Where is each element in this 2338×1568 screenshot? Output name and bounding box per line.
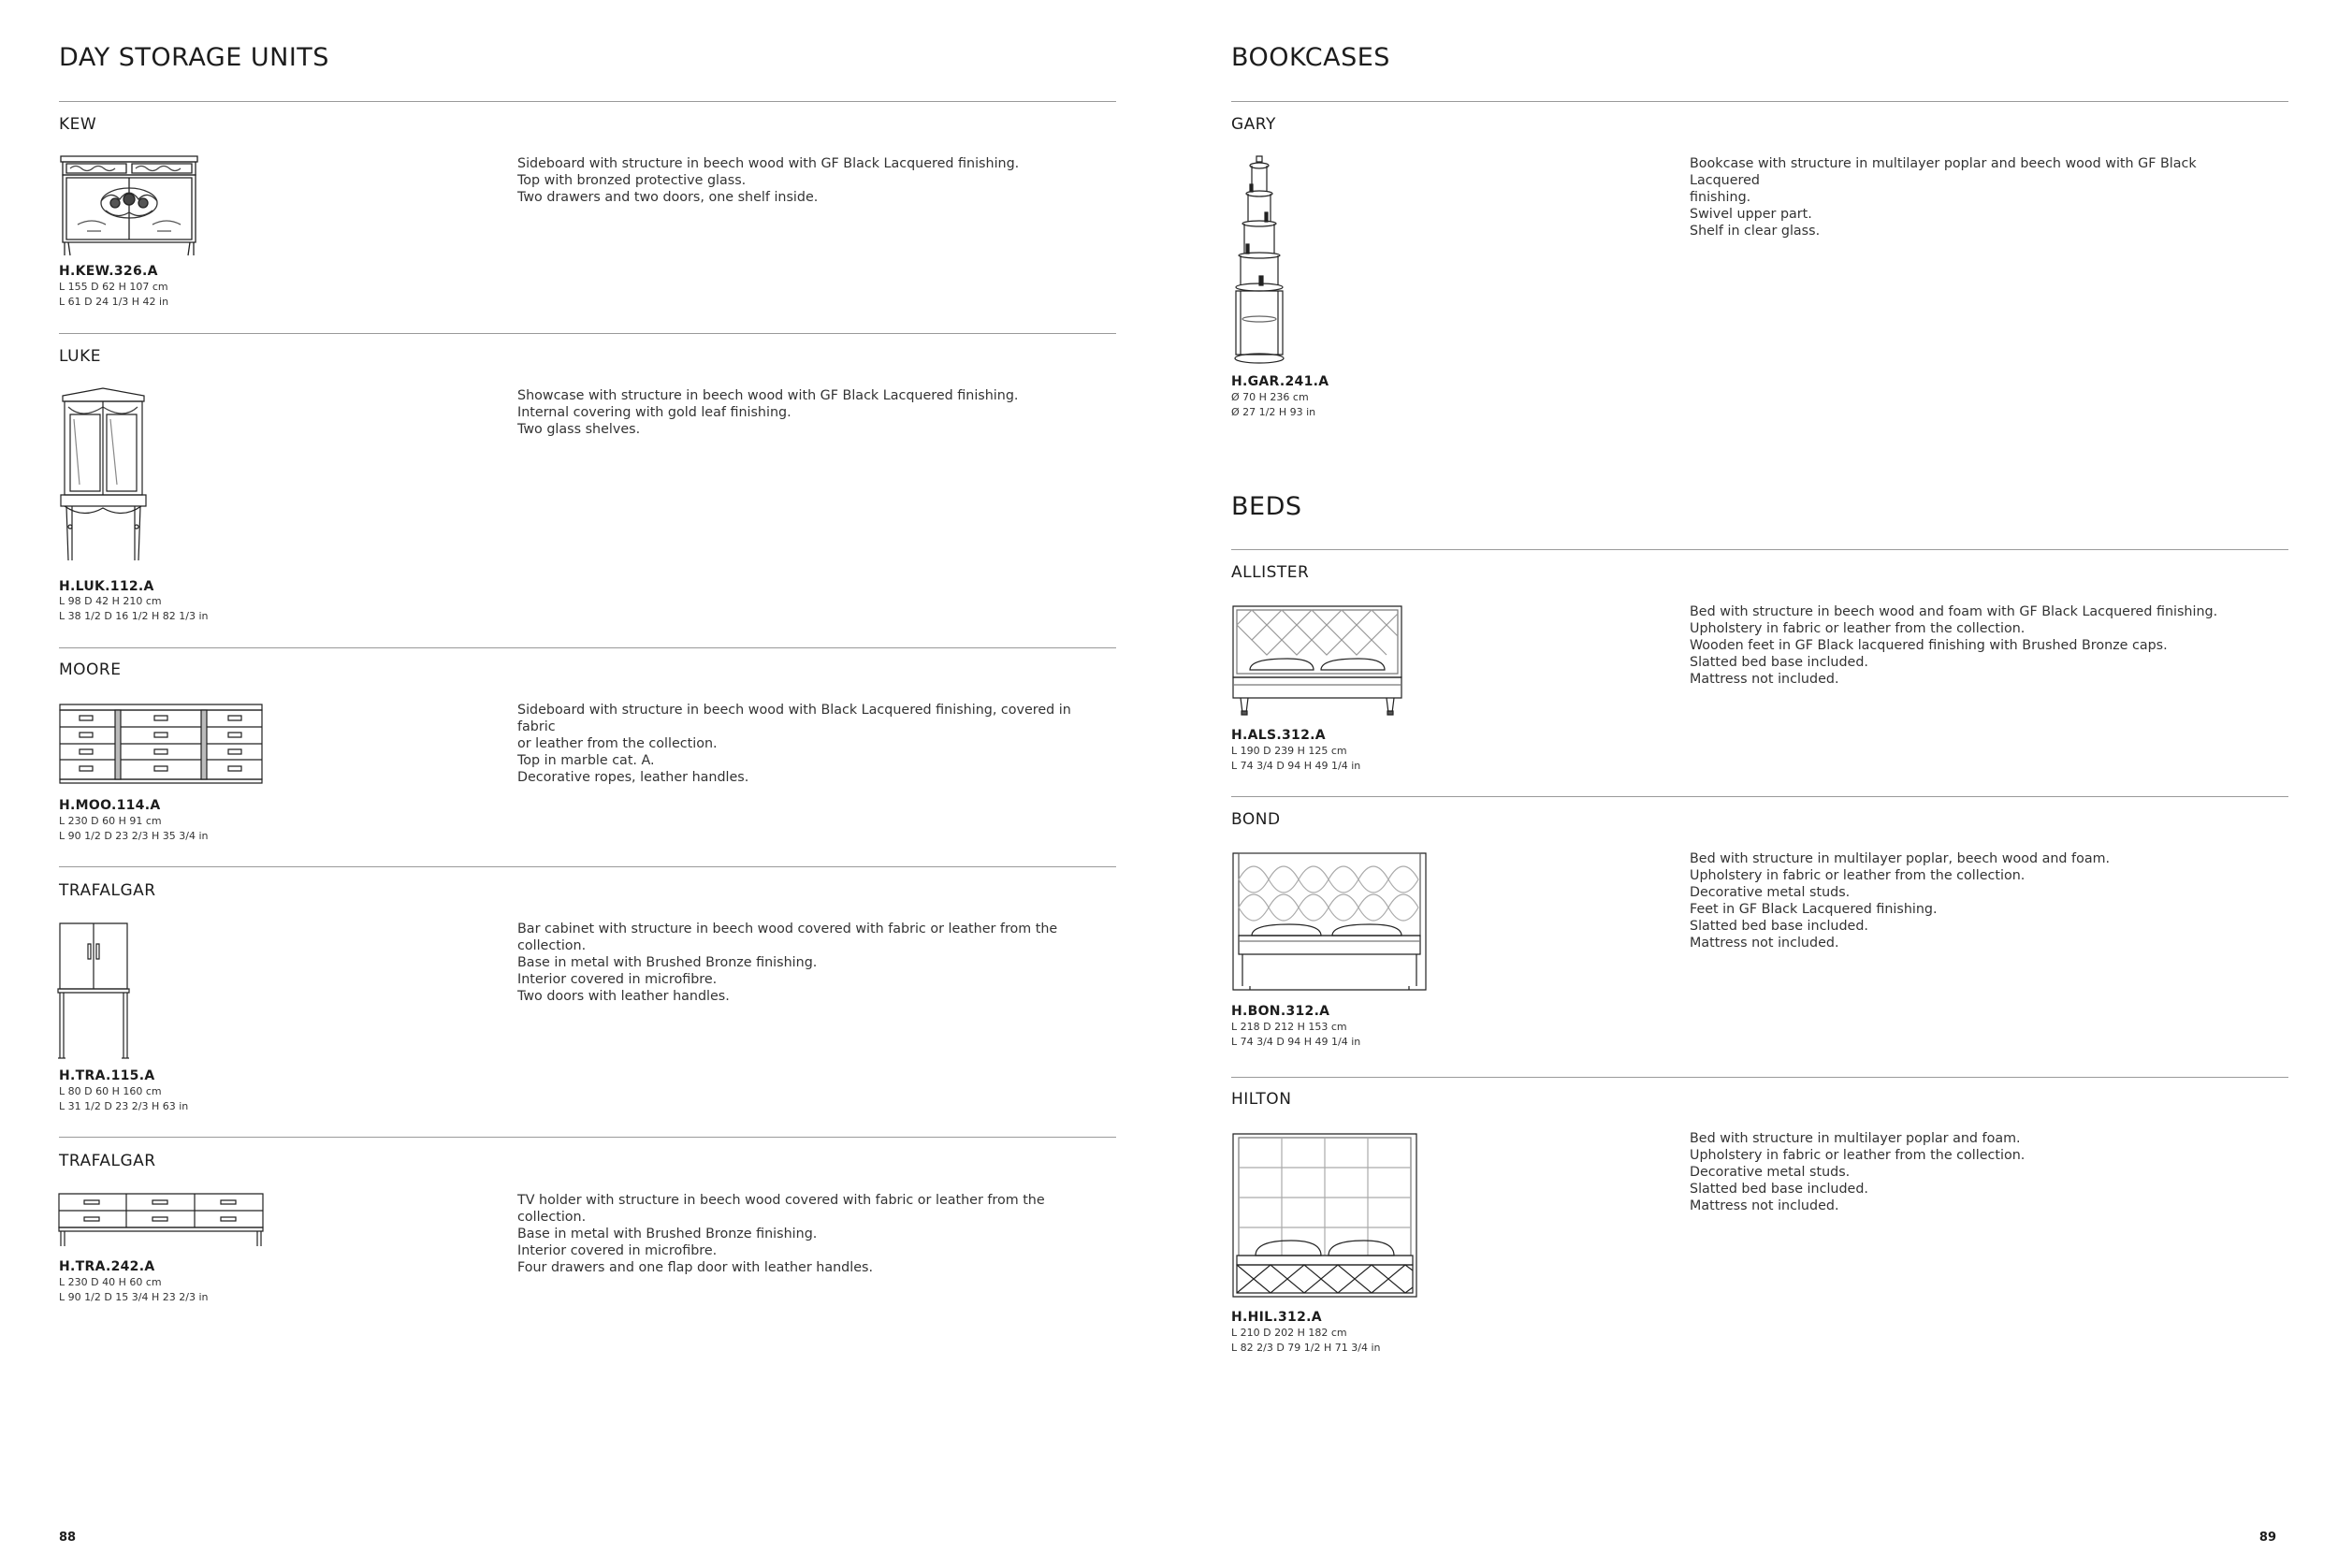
description-line: Decorative metal studs. <box>1690 885 1851 900</box>
description-line: Mattress not included. <box>1690 672 1839 687</box>
dimensions-cm: L 155 D 62 H 107 cm <box>59 281 168 293</box>
product-name: BOND <box>1231 810 1281 829</box>
description-line: Bed with structure in multilayer poplar, beech wood and foam. <box>1690 851 2111 866</box>
product-dimensions <box>1231 1020 1360 1050</box>
product-description <box>517 155 1079 206</box>
description-line: Upholstery in fabric or leather from the collection. <box>1690 1148 2026 1163</box>
product-dimensions <box>1231 1326 1380 1356</box>
description-line: Wooden feet in GF Black lacquered finishing with Brushed Bronze caps. <box>1690 638 2168 653</box>
section-title-beds: BEDS <box>1231 492 1302 521</box>
wingback-bed-drawing-icon <box>1231 851 1428 992</box>
description-line: finishing. <box>1690 190 1751 205</box>
description-line: Feet in GF Black Lacquered finishing. <box>1690 902 1938 917</box>
description-line: Interior covered in microfibre. <box>517 1243 718 1258</box>
product-code: H.KEW.326.A <box>59 264 158 279</box>
dimensions-cm: L 218 D 212 H 153 cm <box>1231 1021 1347 1033</box>
product-description <box>517 702 1079 786</box>
product-code: H.GAR.241.A <box>1231 374 1329 389</box>
panel-bed-drawing-icon <box>1231 1132 1418 1299</box>
product-divider <box>1231 1077 2288 1078</box>
description-line: Decorative metal studs. <box>1690 1165 1851 1180</box>
description-line: Bookcase with structure in multilayer poplar and beech wood with GF Black Lacquered <box>1690 156 2197 188</box>
product-code: H.ALS.312.A <box>1231 728 1326 743</box>
section-divider <box>1231 549 2288 550</box>
description-line: Two drawers and two doors, one shelf inside. <box>517 190 819 205</box>
description-line: Upholstery in fabric or leather from the collection. <box>1690 621 2026 636</box>
description-line: Bed with structure in multilayer poplar and foam. <box>1690 1131 2021 1146</box>
description-line: Base in metal with Brushed Bronze finishing. <box>517 1227 818 1241</box>
product-description <box>1690 1130 2251 1214</box>
product-dimensions <box>59 1084 188 1114</box>
section-title-bookcases: BOOKCASES <box>1231 43 1390 72</box>
product-divider <box>59 1137 1116 1138</box>
description-line: Bar cabinet with structure in beech wood covered with fabric or leather from the <box>517 922 1058 936</box>
dimensions-in: L 74 3/4 D 94 H 49 1/4 in <box>1231 760 1361 772</box>
description-line: Top with bronzed protective glass. <box>517 173 747 188</box>
product-dimensions <box>59 814 208 844</box>
description-line: Four drawers and one flap door with leather handles. <box>517 1260 873 1275</box>
product-dimensions <box>59 280 168 310</box>
product-description <box>1690 603 2251 688</box>
description-line: collection. <box>517 938 587 953</box>
product-name: ALLISTER <box>1231 563 1310 582</box>
description-line: Top in marble cat. A. <box>517 753 655 768</box>
product-name: HILTON <box>1231 1090 1292 1109</box>
description-line: Base in metal with Brushed Bronze finishing. <box>517 955 818 970</box>
product-divider <box>59 866 1116 867</box>
dimensions-in: L 90 1/2 D 23 2/3 H 35 3/4 in <box>59 830 209 842</box>
dimensions-cm: L 80 D 60 H 160 cm <box>59 1085 162 1097</box>
product-description <box>517 387 1079 438</box>
product-code: H.TRA.115.A <box>59 1068 155 1083</box>
description-line: Bed with structure in beech wood and foam with GF Black Lacquered finishing. <box>1690 604 2218 619</box>
product-divider <box>59 333 1116 334</box>
product-name: GARY <box>1231 115 1276 134</box>
dimensions-cm: L 190 D 239 H 125 cm <box>1231 745 1347 757</box>
page-number: 88 <box>59 1531 77 1545</box>
product-divider <box>59 647 1116 648</box>
sideboard-drawing-icon <box>59 154 199 257</box>
product-description <box>1690 155 2251 240</box>
dimensions-cm: Ø 70 H 236 cm <box>1231 391 1309 403</box>
product-name: MOORE <box>59 661 122 679</box>
description-line: or leather from the collection. <box>517 736 718 751</box>
description-line: Slatted bed base included. <box>1690 919 1868 934</box>
product-description <box>517 921 1079 1005</box>
product-code: H.TRA.242.A <box>59 1259 155 1274</box>
right-page <box>1169 0 2338 1568</box>
dimensions-in: Ø 27 1/2 H 93 in <box>1231 406 1316 418</box>
dimensions-cm: L 230 D 40 H 60 cm <box>59 1276 162 1288</box>
description-line: Mattress not included. <box>1690 1198 1839 1213</box>
description-line: Internal covering with gold leaf finishing. <box>517 405 791 420</box>
dimensions-in: L 31 1/2 D 23 2/3 H 63 in <box>59 1100 189 1112</box>
description-line: TV holder with structure in beech wood covered with fabric or leather from the <box>517 1193 1045 1208</box>
dimensions-in: L 61 D 24 1/3 H 42 in <box>59 296 169 308</box>
description-line: Upholstery in fabric or leather from the collection. <box>1690 868 2026 883</box>
description-line: Swivel upper part. <box>1690 207 1812 222</box>
description-line: Sideboard with structure in beech wood with Black Lacquered finishing, covered in fabric <box>517 703 1071 734</box>
product-code: H.MOO.114.A <box>59 798 161 813</box>
description-line: Shelf in clear glass. <box>1690 224 1821 239</box>
product-dimensions <box>1231 390 1315 420</box>
product-name: TRAFALGAR <box>59 881 156 900</box>
product-name: TRAFALGAR <box>59 1152 156 1170</box>
product-name: KEW <box>59 115 97 134</box>
product-divider <box>1231 796 2288 797</box>
dimensions-in: L 90 1/2 D 15 3/4 H 23 2/3 in <box>59 1291 209 1303</box>
product-code: H.LUK.112.A <box>59 579 154 594</box>
bar-cabinet-drawing-icon <box>56 922 131 1060</box>
description-line: Decorative ropes, leather handles. <box>517 770 749 785</box>
description-line: Showcase with structure in beech wood with GF Black Lacquered finishing. <box>517 388 1019 403</box>
description-line: collection. <box>517 1210 587 1225</box>
page-number: 89 <box>2258 1531 2276 1545</box>
tv-holder-drawing-icon <box>58 1193 264 1249</box>
section-divider <box>59 101 1116 102</box>
tufted-bed-drawing-icon <box>1231 604 1403 719</box>
section-title-day-storage-units: DAY STORAGE UNITS <box>59 43 329 72</box>
dimensions-in: L 82 2/3 D 79 1/2 H 71 3/4 in <box>1231 1342 1381 1354</box>
description-line: Slatted bed base included. <box>1690 655 1868 670</box>
description-line: Slatted bed base included. <box>1690 1182 1868 1197</box>
product-name: LUKE <box>59 347 101 366</box>
dimensions-cm: L 98 D 42 H 210 cm <box>59 595 162 607</box>
product-code: H.BON.312.A <box>1231 1004 1330 1019</box>
dimensions-in: L 74 3/4 D 94 H 49 1/4 in <box>1231 1036 1361 1048</box>
product-dimensions <box>59 1275 208 1305</box>
product-description <box>1690 850 2251 951</box>
dimensions-cm: L 230 D 60 H 91 cm <box>59 815 162 827</box>
product-code: H.HIL.312.A <box>1231 1310 1322 1325</box>
drawer-sideboard-drawing-icon <box>59 704 263 784</box>
showcase-drawing-icon <box>59 386 148 564</box>
description-line: Two doors with leather handles. <box>517 989 730 1004</box>
dimensions-cm: L 210 D 202 H 182 cm <box>1231 1327 1347 1339</box>
tiered-bookcase-drawing-icon <box>1231 154 1287 365</box>
dimensions-in: L 38 1/2 D 16 1/2 H 82 1/3 in <box>59 610 209 622</box>
description-line: Interior covered in microfibre. <box>517 972 718 987</box>
description-line: Two glass shelves. <box>517 422 641 437</box>
section-divider <box>1231 101 2288 102</box>
description-line: Mattress not included. <box>1690 936 1839 951</box>
product-description <box>517 1192 1079 1276</box>
product-dimensions <box>59 594 208 624</box>
product-dimensions <box>1231 744 1360 774</box>
description-line: Sideboard with structure in beech wood with GF Black Lacquered finishing. <box>517 156 1020 171</box>
